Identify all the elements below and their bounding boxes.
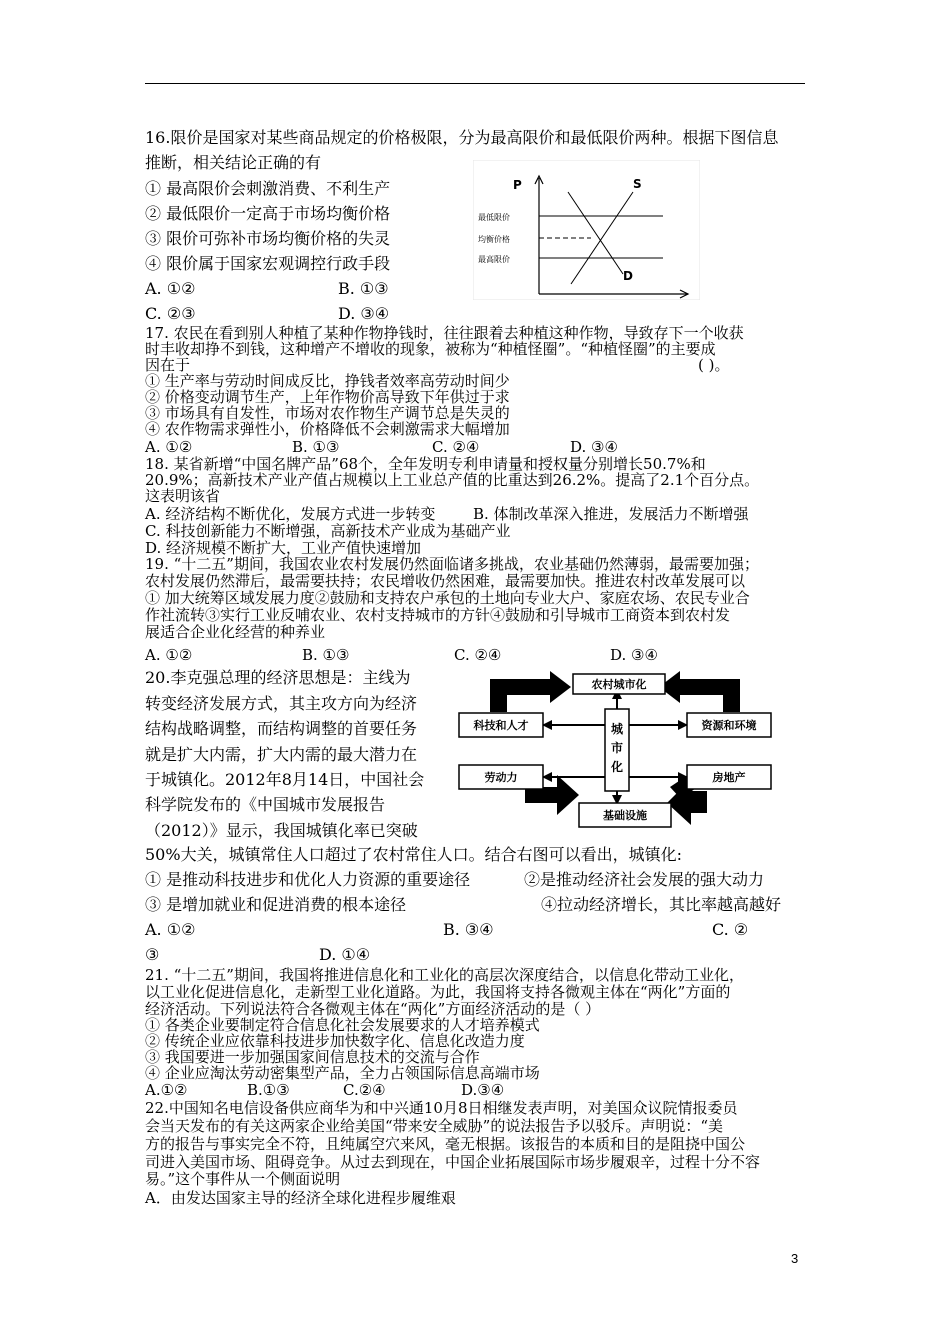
arrow-env-to-rural xyxy=(659,671,740,712)
curve-label-s: S xyxy=(633,177,642,191)
q18-stem: 18. 某省新增“中国名牌产品”68个，全年发明专利申请量和授权量分别增长50.7%和 xyxy=(145,455,706,473)
q16-choice-c: C. ②③ xyxy=(145,304,196,323)
q16-option-1: ① 最高限价会刺激消费、不利生产 xyxy=(145,179,391,198)
label-min-price: 最低限价 xyxy=(478,213,510,222)
q18-choice-a: A. 经济结构不断优化，发展方式进一步转变 xyxy=(145,505,436,523)
q20-stem-cont7: 50%大关，城镇常住人口超过了农村常住人口。结合右图可以看出，城镇化: xyxy=(145,845,682,864)
q20-option-1: ① 是推动科技进步和优化人力资源的重要途径 xyxy=(145,870,471,889)
page-number: 3 xyxy=(791,1251,799,1266)
q17-choice-b: B. ①③ xyxy=(292,438,340,456)
q22-stem-cont: 会当天发布的有关这两家企业给美国“带来安全威胁”的说法报告予以驳斥。声明说：“美 xyxy=(145,1117,724,1135)
q20-stem-cont4: 于城镇化。2012年8月14日，中国社会 xyxy=(145,770,425,789)
q19-choice-b: B. ①③ xyxy=(302,646,350,664)
q21-stem-cont2: 经济活动。下列说法符合各微观主体在“两化”方面经济活动的是（ ） xyxy=(145,1000,601,1018)
q20-choice-a: A. ①② xyxy=(145,920,196,939)
label-estate: 房地产 xyxy=(712,771,746,784)
label-equilibrium-price: 均衡价格 xyxy=(478,235,510,244)
q16-stem: 16.限价是国家对某些商品规定的价格极限，分为最高限价和最低限价两种。根据下图信息 xyxy=(145,128,779,147)
q17-option-3: ③ 市场具有自发性，市场对农作物生产调节总是失灵的 xyxy=(145,404,510,422)
curve-label-d: D xyxy=(623,269,633,283)
q17-stem-cont2: 因在于 xyxy=(145,356,191,374)
label-city-2: 市 xyxy=(610,741,624,755)
q22-choice-a: A．由发达国家主导的经济全球化进程步履维艰 xyxy=(145,1189,456,1207)
q17-option-1: ① 生产率与劳动时间成反比，挣钱者效率高劳动时间少 xyxy=(145,372,510,390)
urbanization-diagram xyxy=(455,667,775,833)
chart-frame xyxy=(473,160,700,300)
q21-option-4: ④ 企业应淘汰劳动密集型产品，全力占领国际信息高端市场 xyxy=(145,1064,540,1082)
q20-option-3: ③ 是增加就业和促进消费的根本途径 xyxy=(145,895,407,914)
q20-stem-cont2: 结构战略调整，而结构调整的首要任务 xyxy=(145,719,418,738)
q21-option-1: ① 各类企业要制定符合信息化社会发展要求的人才培养模式 xyxy=(145,1016,540,1034)
q20-option-2: ②是推动经济社会发展的强大动力 xyxy=(524,870,765,889)
q16-option-2: ② 最低限价一定高于市场均衡价格 xyxy=(145,204,391,223)
q20-stem-cont6: （2012）》显示，我国城镇化率已突破 xyxy=(145,821,418,840)
q18-choice-c: C. 科技创新能力不断增强，高新技术产业成为基础产业 xyxy=(145,522,511,540)
q19-choice-a: A. ①② xyxy=(145,646,193,664)
label-max-price: 最高限价 xyxy=(478,255,510,264)
label-labor: 劳动力 xyxy=(484,771,518,784)
q20-stem-cont1: 转变经济发展方式，其主攻方向为经济 xyxy=(145,694,418,713)
q16-choice-d: D. ③④ xyxy=(338,304,390,323)
label-rural: 农村城市化 xyxy=(591,678,647,691)
price-limit-chart xyxy=(473,160,700,300)
q19-choice-d: D. ③④ xyxy=(610,646,658,664)
q21-choice-b: B.①③ xyxy=(247,1081,290,1099)
q16-choice-b: B. ①③ xyxy=(338,279,389,298)
q20-option-4: ④拉动经济增长，其比率越高越好 xyxy=(541,895,782,914)
q21-choice-d: D.③④ xyxy=(461,1081,505,1099)
q20-choice-d: D. ①④ xyxy=(319,945,371,964)
q21-stem: 21. “十二五”期间，我国将推进信息化和工业化的高层次深度结合，以信息化带动工业化， xyxy=(145,966,744,984)
q17-choice-c: C. ②④ xyxy=(432,438,480,456)
q21-stem-cont: 以工业化促进信息化，走新型工业化道路。为此，我国将支持各微观主体在“两化”方面的 xyxy=(145,983,731,1001)
q17-stem-cont: 时丰收却挣不到钱，这种增产不增收的现象，被称为“种植怪圈”。“种植怪圈”的主要成 xyxy=(145,340,716,358)
q22-stem: 22.中国知名电信设备供应商华为和中兴通10月8日相继发表声明，对美国众议院情报委员 xyxy=(145,1099,738,1117)
label-tech: 科技和人才 xyxy=(473,719,529,732)
q21-choice-a: A.①② xyxy=(145,1081,188,1099)
label-city-3: 化 xyxy=(610,760,624,774)
q17-option-4: ④ 农作物需求弹性小，价格降低不会刺激需求大幅增加 xyxy=(145,420,510,438)
axis-label-p: P xyxy=(513,178,522,192)
q20-stem-cont5: 科学院发布的《中国城市发展报告 xyxy=(145,795,386,814)
q18-stem-cont2: 这表明该省 xyxy=(145,487,221,505)
q22-stem-cont3: 司进入美国市场、阻碍竞争。从过去到现在，中国企业拓展国际市场步履艰辛，过程十分不容 xyxy=(145,1153,761,1171)
q18-stem-cont: 20.9%；高新技术产业产值占规模以上工业总产值的比重达到26.2%。提高了2.1个百分点。 xyxy=(145,471,760,489)
q17-option-2: ② 价格变动调节生产，上年作物价高导致下年供过于求 xyxy=(145,388,510,406)
q19-stem-cont3: 作社流转③实行工业反哺农业、农村支持城市的方针④鼓励和引导城市工商资本到农村发 xyxy=(145,606,731,624)
q16-option-3: ③ 限价可弥补市场均衡价格的失灵 xyxy=(145,229,391,248)
header-rule xyxy=(145,83,805,84)
q20-choice-c: C. ② xyxy=(712,920,749,939)
q17-choice-d: D. ③④ xyxy=(570,438,618,456)
q20-stem: 20.李克强总理的经济思想是：主线为 xyxy=(145,668,411,687)
q19-stem-cont2: ① 加大统筹区域发展力度②鼓励和支持农户承包的土地向专业大户、家庭农场、农民专业合 xyxy=(145,589,750,607)
q17-choice-a: A. ①② xyxy=(145,438,193,456)
q19-choice-c: C. ②④ xyxy=(454,646,502,664)
label-env: 资源和环境 xyxy=(701,719,757,732)
q20-choice-b: B. ③④ xyxy=(443,920,494,939)
q20-stem-cont3: 就是扩大内需，扩大内需的最大潜力在 xyxy=(145,745,418,764)
q16-option-4: ④ 限价属于国家宏观调控行政手段 xyxy=(145,254,391,273)
q17-answer-paren: ( )。 xyxy=(698,356,730,374)
q20-choice-c-cont: ③ xyxy=(145,945,160,964)
q17-stem: 17. 农民在看到别人种植了某种作物挣钱时，往往跟着去种植这种作物，导致存下一个收获 xyxy=(145,324,744,342)
q22-stem-cont4: 易。”这个事件从一个侧面说明 xyxy=(145,1170,341,1188)
label-infra: 基础设施 xyxy=(603,809,647,822)
label-city-1: 城 xyxy=(610,722,624,736)
q18-choice-b: B. 体制改革深入推进，发展活力不断增强 xyxy=(473,505,749,523)
q21-option-3: ③ 我国要进一步加强国家间信息技术的交流与合作 xyxy=(145,1048,480,1066)
q19-stem-cont4: 展适合企业化经营的种养业 xyxy=(145,623,326,641)
q21-option-2: ② 传统企业应依靠科技进步加快数字化、信息化改造力度 xyxy=(145,1032,525,1050)
q18-choice-d: D. 经济规模不断扩大，工业产值快速增加 xyxy=(145,539,422,557)
q21-choice-c: C.②④ xyxy=(343,1081,386,1099)
q22-stem-cont2: 方的报告与事实完全不符，且纯属空穴来风，毫无根据。该报告的本质和目的是阻挠中国公 xyxy=(145,1135,746,1153)
q16-choice-a: A. ①② xyxy=(145,279,196,298)
q16-stem-cont: 推断，相关结论正确的有 xyxy=(145,153,322,172)
q19-stem: 19. “十二五”期间，我国农业农村发展仍然面临诸多挑战，农业基础仍然薄弱，最需要加强； xyxy=(145,555,759,573)
arrow-tech-to-rural xyxy=(490,671,571,712)
q19-stem-cont: 农村发展仍然滞后，最需要扶持；农民增收仍然困难，最需要加快。推进农村改革发展可以 xyxy=(145,572,746,590)
